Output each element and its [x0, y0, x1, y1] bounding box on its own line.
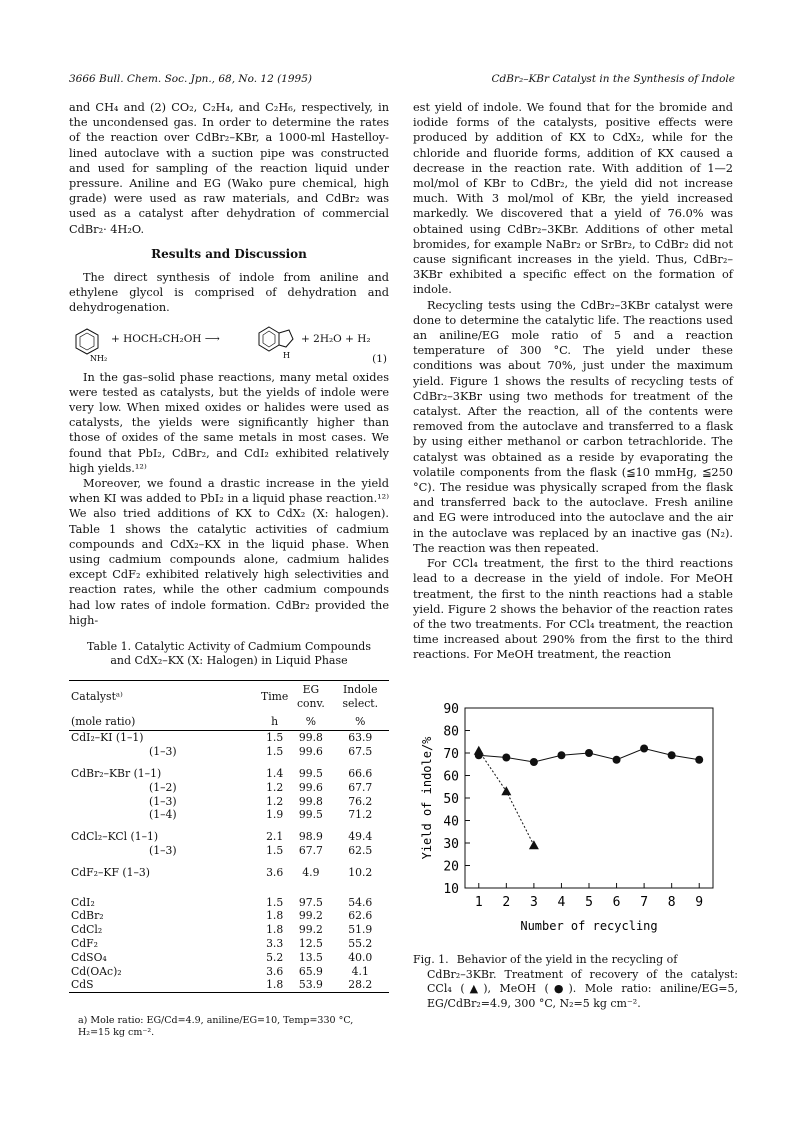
- data-point-ccl4: [474, 746, 484, 755]
- y-tick-label: 50: [443, 792, 459, 807]
- data-point-meoh: [640, 745, 648, 753]
- table-row: CdBr₂–KBr (1–1) 1.4 99.5 66.6: [71, 766, 373, 780]
- table-row: CdI₂–KI (1–1) 1.5 99.8 63.9: [71, 731, 373, 745]
- table-footnote: a) Mole ratio: EG/Cd=4.9, aniline/EG=10, Temp=330 °C, H₂=15 kg cm⁻².: [78, 1015, 354, 1038]
- x-tick-label: 5: [585, 895, 593, 910]
- x-tick-label: 7: [640, 895, 649, 910]
- column-header: Indole select.: [342, 683, 379, 710]
- x-tick-label: 1: [474, 895, 483, 910]
- figure-caption: [413, 953, 738, 1011]
- recycling-yield-chart: [413, 700, 743, 950]
- column-header: Time: [261, 689, 289, 703]
- table-row: CdCl₂ 1.8 99.2 51.9: [71, 923, 373, 937]
- running-header-right: CdBr₂–KBr Catalyst in the Synthesis of Indole: [491, 73, 735, 85]
- data-point-meoh: [557, 751, 565, 759]
- catalyst-table: [69, 680, 389, 993]
- table-row: (1–3) 1.5 99.6 67.5: [149, 745, 373, 759]
- y-tick-label: 10: [443, 882, 459, 897]
- y-tick-label: 70: [443, 747, 459, 762]
- paragraph: Recycling tests using the CdBr₂–3KBr catalyst were done to determine the catalytic life. The reactions used an aniline/EG mole ratio of 5 and a reaction temperature of 300 °C. The yield under these conditions was about 70%, just under the maximum yield. Figure 1 shows the results of recycling tests of CdBr₂–3KBr using two methods for treatment of the catalyst. After the reaction, all of the contents were removed from the autoclave and transferred to a flask by using either methanol or carbon tetrachloride. The catalyst was obtained as a reside by evaporating the volatile components from the flask (≦10 mmHg, ≦250 °C). The residue was physically scraped from the flask and transferred back to the autoclave. Fresh aniline and EG were introduced into the autoclave and the air in the autoclave was replaced by an inactive gas (N₂). The reaction was then repeated.: [413, 298, 733, 555]
- paragraph: In the gas–solid phase reactions, many metal oxides were tested as catalysts, but the yields of indole were very low. When mixed oxides or halides were used as catalysts, the yields were significantly higher than those of oxides of the same metals in most cases. We found that PbI₂, CdBr₂, and CdI₂ exhibited relatively high yields.¹²⁾: [69, 370, 389, 475]
- y-tick-label: 60: [443, 769, 459, 785]
- equation-part1: + HOCH₂CH₂OH ⟶: [111, 332, 220, 345]
- column-header: EG conv.: [297, 683, 325, 710]
- indole-nh-label: H: [283, 350, 290, 360]
- x-tick-label: 8: [667, 895, 676, 910]
- table-row: CdBr₂ 1.8 99.2 62.6: [71, 909, 373, 923]
- table-caption-line: and CdX₂–KX (X: Halogen) in Liquid Phase: [110, 654, 348, 667]
- data-point-meoh: [585, 749, 593, 757]
- unit-header: (mole ratio): [71, 714, 136, 728]
- running-header-left: 3666 Bull. Chem. Soc. Jpn., 68, No. 12 (1995): [69, 73, 312, 85]
- aniline-label: NH₂: [90, 353, 108, 362]
- figure-1: [413, 700, 743, 950]
- y-tick-label: 20: [443, 859, 459, 875]
- data-point-meoh: [695, 756, 703, 764]
- section-title: Results and Discussion: [151, 246, 307, 261]
- indole-structure: [257, 324, 299, 366]
- table-row: (1–2) 1.2 99.6 67.7: [149, 780, 373, 794]
- paragraph: Moreover, we found a drastic increase in the yield when KI was added to PbI₂ in a liquid phase reaction.¹²⁾ We also tried additions of KX to CdX₂ (X: halogen). Table 1 shows the catalytic activities of cadmium compounds and CdX₂–KX in the liquid phase. When using cadmium compounds alone, cadmium halides except CdF₂ exhibited relatively high selectivities and reaction rates, while the other cadmium compounds had low rates of indole formation. CdBr₂ provided the high-: [69, 477, 389, 627]
- data-point-meoh: [530, 758, 538, 766]
- column-header: Catalystᵃ⁾: [71, 689, 123, 703]
- right-column: [413, 100, 733, 663]
- paragraph: est yield of indole. We found that for the bromide and iodide forms of the catalysts, positive effects were produced by addition of KX to CdX₂, while for the chloride and fluoride forms, addition of KX caused a decrease in the reaction rate. With addition of 1—2 mol/mol of KBr to CdBr₂, the yield did not increase much. With 3 mol/mol of KBr, the yield increased markedly. We discovered that a yield of 76.0% was obtained using CdBr₂–3KBr. Additions of other metal bromides, for example NaBr₂ or SrBr₂, to CdBr₂ did not cause significant increases in the yield. Thus, CdBr₂–3KBr exhibited a specific effect on the formation of indole.: [413, 101, 733, 297]
- table-row: (1–3) 1.2 99.8 76.2: [149, 794, 373, 808]
- series-line-ccl4: [479, 751, 534, 846]
- unit-header: %: [305, 714, 317, 728]
- table-row: CdF₂–KF (1–3) 3.6 4.9 10.2: [71, 865, 373, 879]
- table-row: CdI₂ 1.5 97.5 54.6: [71, 895, 373, 909]
- aniline-structure: [73, 326, 109, 362]
- table-row: CdS 1.8 53.9 28.2: [69, 978, 389, 992]
- y-tick-label: 30: [443, 837, 459, 852]
- plot-frame: [465, 708, 713, 888]
- data-point-ccl4: [529, 840, 539, 849]
- x-tick-label: 6: [612, 895, 621, 910]
- reaction-equation: [69, 320, 389, 368]
- unit-header: h: [271, 714, 279, 728]
- x-axis-label: Number of recycling: [520, 919, 658, 933]
- table-row: CdSO₄ 5.2 13.5 40.0: [71, 950, 373, 964]
- x-tick-label: 2: [502, 895, 511, 910]
- data-point-meoh: [613, 756, 621, 764]
- data-point-meoh: [668, 751, 676, 759]
- unit-header: %: [355, 714, 366, 728]
- figure-title: Behavior of the yield in the recycling of: [456, 953, 678, 966]
- figure-label: Fig. 1.: [413, 953, 449, 966]
- x-tick-label: 3: [529, 895, 538, 910]
- y-tick-label: 80: [443, 724, 459, 740]
- y-axis-label: Yield of indole/%: [420, 736, 434, 860]
- table-row: (1–4) 1.9 99.5 71.2: [149, 808, 373, 822]
- x-tick-label: 4: [557, 895, 566, 910]
- table-row: CdF₂ 3.3 12.5 55.2: [71, 936, 373, 950]
- table-caption-line: Table 1. Catalytic Activity of Cadmium Compounds: [87, 640, 371, 653]
- paragraph: The direct synthesis of indole from aniline and ethylene glycol is comprised of dehydration and dehydrogenation.: [69, 271, 389, 315]
- table-row: (1–3) 1.5 67.7 62.5: [149, 843, 373, 857]
- data-point-meoh: [502, 754, 510, 762]
- paragraph: For CCl₄ treatment, the first to the third reactions lead to a decrease in the yield of indole. For MeOH treatment, the first to the ninth reactions had a stable yield. Figure 2 shows the behavior of the reaction rates of the two treatments. For CCl₄ treatment, the reaction time increased about 290% from the first to the third reactions. For MeOH treatment, the reaction: [413, 557, 733, 662]
- left-column: [69, 100, 389, 628]
- intro-paragraph: and CH₄ and (2) CO₂, C₂H₄, and C₂H₆, respectively, in the uncondensed gas. In order to determine the rates of the reaction over CdBr₂–KBr, a 1000-ml Hastelloy-lined autoclave with a suction pipe was constructed and used for sampling of the reaction liquid under pressure. Aniline and EG (Wako pure chemical, high grade) were used as raw materials, and CdBr₂ was used as a catalyst after dehydration of commercial CdBr₂· 4H₂O.: [69, 101, 389, 236]
- equation-part2: + 2H₂O + H₂: [301, 332, 371, 345]
- figure-caption-body: CdBr₂–3KBr. Treatment of recovery of the catalyst: CCl₄ (▲), MeOH (●). Mole ratio: aniline/EG=5, EG/CdBr₂=4.9, 300 °C, N₂=5 kg cm⁻².: [427, 967, 738, 1010]
- table-row: CdCl₂–KCl (1–1) 2.1 98.9 49.4: [71, 830, 373, 844]
- x-tick-label: 9: [695, 895, 704, 910]
- table-row: Cd(OAc)₂ 3.6 65.9 4.1: [71, 964, 369, 978]
- y-tick-label: 90: [443, 702, 459, 717]
- equation-number: (1): [372, 352, 387, 365]
- data-point-ccl4: [501, 786, 511, 795]
- y-tick-label: 40: [443, 814, 459, 830]
- table-caption: [69, 640, 389, 668]
